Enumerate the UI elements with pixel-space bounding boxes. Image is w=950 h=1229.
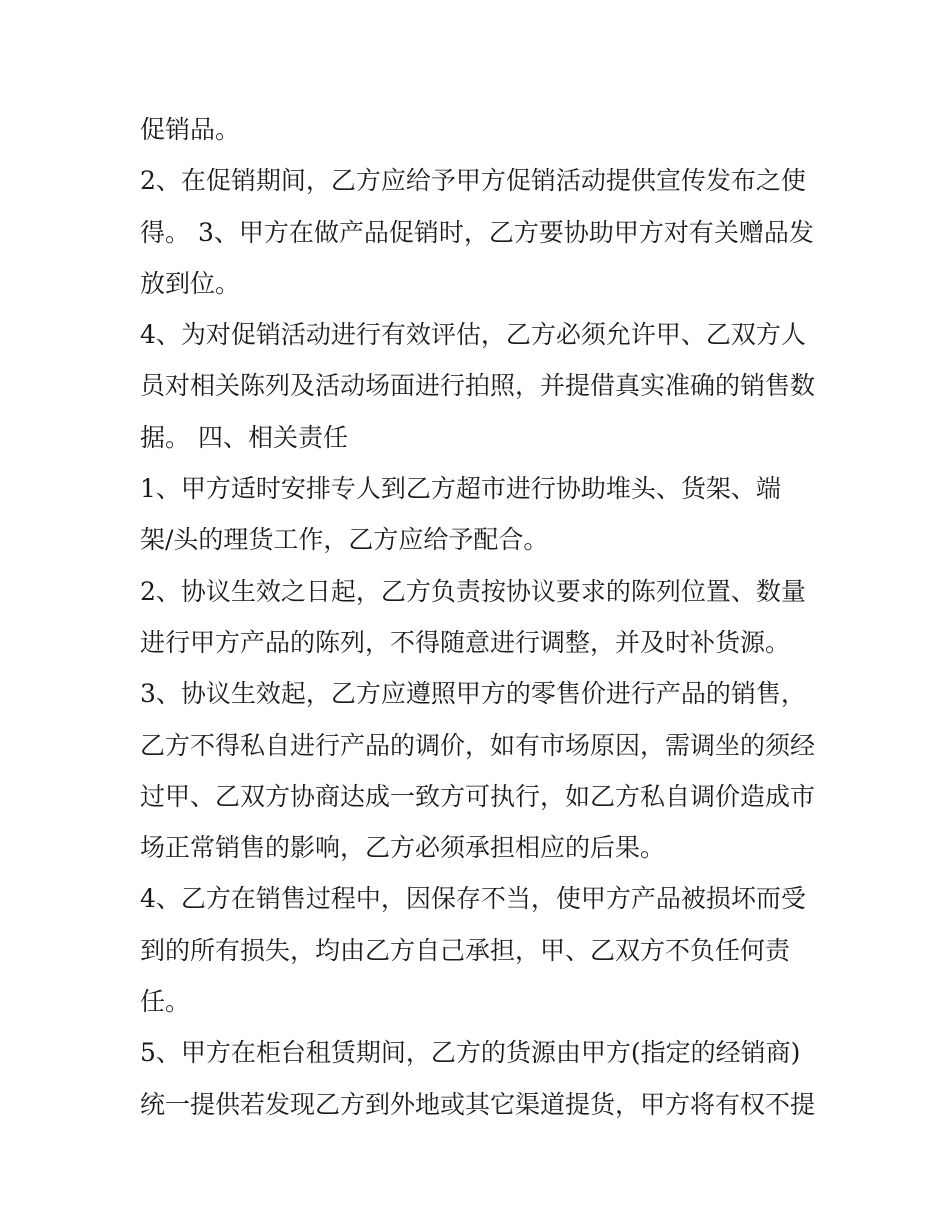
text-line: 3、协议生效起，乙方应遵照甲方的零售价进行产品的销售， <box>140 679 806 709</box>
text-line: 到的所有损失，均由乙方自己承担，甲、乙双方不负任何责 <box>140 935 791 965</box>
text-line: 1、甲方适时安排专人到乙方超市进行协助堆头、货架、端 <box>140 474 781 504</box>
text-line: 进行甲方产品的陈列，不得随意进行调整，并及时补货源。 <box>140 627 791 657</box>
text-line: 得。 3、甲方在做产品促销时，乙方要协助甲方对有关赠品发 <box>140 217 814 247</box>
text-line: 统一提供若发现乙方到外地或其它渠道提货，甲方将有权不提 <box>140 1089 816 1119</box>
text-line: 5、甲方在柜台租赁期间，乙方的货源由甲方(指定的经销商) <box>140 1038 801 1068</box>
text-line: 4、为对促销活动进行有效评估，乙方必须允许甲、乙双方人 <box>140 320 806 350</box>
text-line: 场正常销售的影响，乙方必须承担相应的后果。 <box>140 833 666 863</box>
text-line: 架/头的理货工作，乙方应给予配合。 <box>140 525 549 555</box>
text-line: 2、协议生效之日起，乙方负责按协议要求的陈列位置、数量 <box>140 576 806 606</box>
text-line: 员对相关陈列及活动场面进行拍照，并提借真实准确的销售数 <box>140 371 816 401</box>
text-line: 促销品。 <box>140 115 241 144</box>
text-line: 据。 四、相关责任 <box>140 422 348 452</box>
text-line: 放到位。 <box>140 268 241 298</box>
text-line: 过甲、乙双方协商达成一致方可执行，如乙方私自调价造成市 <box>140 781 816 811</box>
text-line: 2、在促销期间，乙方应给予甲方促销活动提供宣传发布之使 <box>140 166 806 196</box>
text-line: 乙方不得私自进行产品的调价，如有市场原因，需调坐的须经 <box>140 730 816 760</box>
text-line: 4、乙方在销售过程中，因保存不当，使甲方产品被损坏而受 <box>140 884 806 914</box>
document-body <box>140 104 820 1130</box>
text-line: 任。 <box>140 987 191 1017</box>
